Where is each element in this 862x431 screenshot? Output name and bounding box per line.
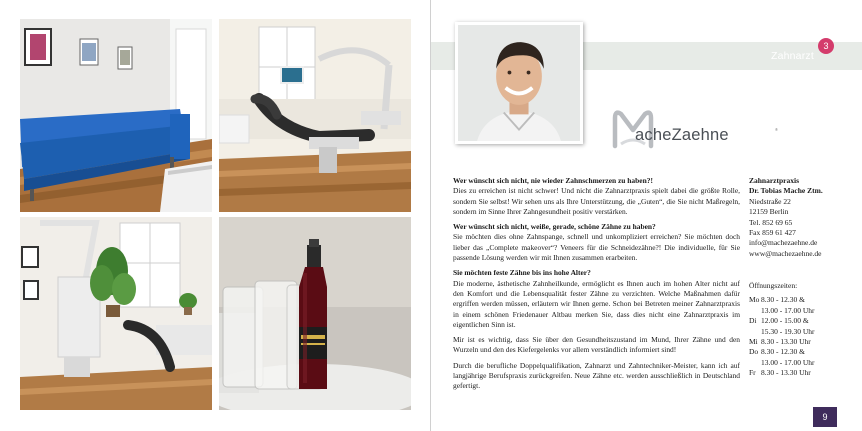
page-number: 9 (813, 407, 837, 427)
hours-row (749, 306, 859, 316)
waiting-room-photo (20, 19, 212, 212)
street-address: Niedstraße 22 (749, 196, 791, 206)
telephone: Tel. 852 69 65 (749, 217, 793, 227)
dental-unit-photo (20, 217, 212, 410)
hours-row (749, 295, 859, 305)
hours-time: 13.00 - 17.00 Uhr (761, 305, 815, 315)
hours-day: Mo (749, 295, 760, 305)
section-text-3: Die moderne, ästhetische Zahnheilkunde, ermöglicht es Ihnen auch im hohen Alter nicht auf den Komfort und die Lebensqualität fester Zähne zu verzichten. Welche Maßnahmen dafür ergriffen werden müssen, erläutern wir Ihnen gerne. Schon bei Betreten meiner Zahnarztpraxis in einem schönen Friedenauer Altbau merken Sie, dass dies nicht eine Zahnarztpraxis im eigentlichen Sinn ist. (453, 278, 740, 329)
hours-row (749, 358, 859, 368)
website-address: www@machezaehne.de (749, 248, 822, 258)
hours-day: Fr (749, 368, 756, 378)
hours-row (749, 337, 859, 347)
logo-trademark: ® (775, 127, 778, 132)
dentist-name: Dr. Tobias Mache Ztm. (749, 186, 823, 196)
hours-time: 8.30 - 13.30 Uhr (761, 368, 811, 378)
contact-block (749, 176, 859, 259)
hours-time: 8.30 - 12.30 & (761, 295, 805, 305)
email-address: info@machezaehne.de (749, 238, 818, 248)
dentist-portrait (455, 22, 583, 144)
right-page (431, 0, 862, 431)
hours-day (749, 358, 761, 368)
hours-title: Öffnungszeiten: (749, 281, 798, 290)
practice-title: Zahnarztpraxis (749, 176, 800, 185)
hours-time: 8.30 - 13.30 Uhr (761, 337, 811, 347)
section-label: Zahnarzt (770, 50, 814, 62)
city-address: 12159 Berlin (749, 207, 789, 217)
hours-row (749, 316, 859, 326)
section-text-4: Mir ist es wichtig, dass Sie über den Gesundheitszustand im Mund, Ihrer Zähne und den Wurzeln und den des Kiefergelenks vor allem verständlich informiert sind! (453, 335, 740, 355)
opening-hours (749, 281, 859, 379)
hours-day: Do (749, 347, 759, 357)
hours-time: 15.30 - 19.30 Uhr (761, 326, 815, 336)
section-text-1: Dies zu erreichen ist nicht schwer! Und nicht die Zahnarztpraxis spielt dabei die größte Rolle, sondern Sie selbst! Wir sehen uns als Ihre Unterstützung, die „Guten“, die Sie nicht Maßregeln, sondern im Sinne Ihrer Zahngesundheit positiv verstärken. (453, 186, 740, 216)
hours-day: Di (749, 316, 757, 326)
hours-row (749, 368, 859, 378)
hours-day (749, 327, 761, 337)
section-text-2: Sie möchten dies ohne Zahnspange, schnell und unkompliziert erreichen? Sie möchten doch lieber das „Complete makeover“? Veneers für die Schneidezähne?! Die individuelle, für Sie passende Lösung werden wir mit Ihnen zusammen erarbeiten. (453, 232, 740, 263)
treatment-room-photo (219, 19, 411, 212)
logo-wordmark: acheZaehne (635, 126, 729, 144)
glasses-bottle-photo (219, 217, 411, 410)
body-text-column (453, 176, 740, 397)
hours-row (749, 327, 859, 337)
hours-time: 8.30 - 12.30 & (761, 347, 805, 357)
hours-day: Mi (749, 337, 758, 347)
hours-row (749, 347, 859, 357)
section-heading-1: Wer wünscht sich nicht, nie wieder Zahnschmerzen zu haben?! (453, 176, 653, 185)
hours-day (749, 306, 761, 316)
section-heading-2: Wer wünscht sich nicht, weiße, gerade, schöne Zähne zu haben? (453, 222, 656, 232)
fax: Fax 859 61 427 (749, 228, 796, 238)
hours-time: 12.00 - 15.00 & (761, 316, 809, 326)
section-text-5: Durch die berufliche Doppelqualifikation, Zahnarzt und Zahntechniker-Meister, kann ich auf langjährige Berufspraxis zurückgreifen. Neue Zähne etc. werden ausschließlich in Deutschland gefertigt. (453, 360, 740, 391)
chapter-number-badge: 3 (818, 38, 834, 54)
hours-time: 13.00 - 17.00 Uhr (761, 357, 815, 367)
section-heading-3: Sie möchten feste Zähne bis ins hohe Alter? (453, 268, 591, 278)
